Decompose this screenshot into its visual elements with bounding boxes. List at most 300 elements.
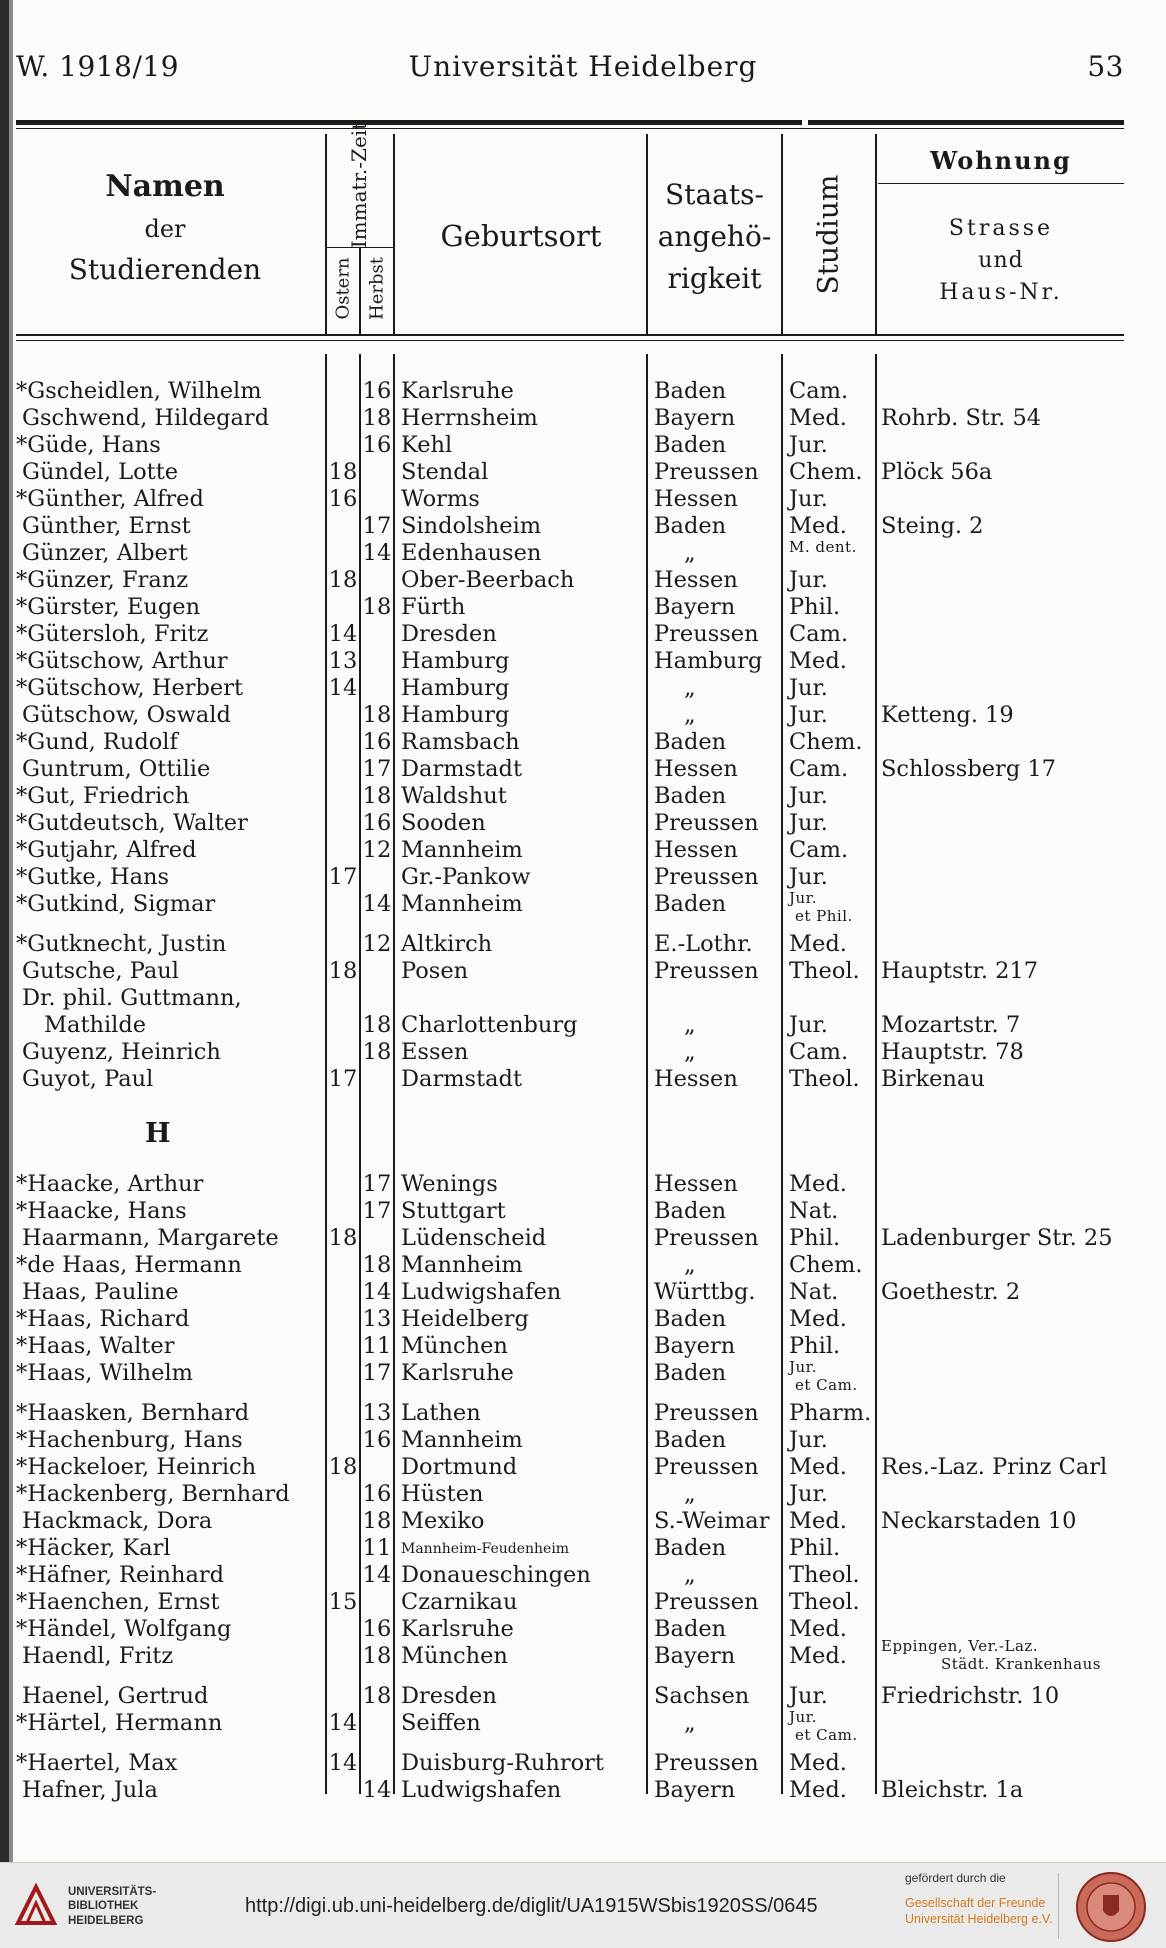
cell-staat: Hamburg (654, 648, 763, 674)
cell-studium: Med. (789, 1643, 847, 1669)
cell-name: *Häcker, Karl (16, 1535, 171, 1561)
cell-ort: Hamburg (401, 675, 510, 701)
cell-staat: Baden (654, 1535, 727, 1561)
cell-staat: Preussen (654, 1750, 759, 1776)
cell-studium: Med. (789, 405, 847, 431)
col-header-strasse-2: und (978, 247, 1024, 273)
cell-studium: Jur. (789, 1012, 828, 1038)
cell-name: Guntrum, Ottilie (22, 756, 211, 782)
cell-herbst: 16 (362, 1616, 392, 1642)
cell-wohnung: Friedrichstr. 10 (881, 1683, 1060, 1709)
cell-staat: Baden (654, 729, 727, 755)
body-divider-herbst (393, 354, 395, 1794)
cell-staat: Baden (654, 1306, 727, 1332)
cell-name: *Hackenberg, Bernhard (16, 1481, 290, 1507)
cell-ort: Charlottenburg (401, 1012, 578, 1038)
cell-studium-continued: et Cam. (795, 1376, 858, 1394)
cell-wohnung: Goethestr. 2 (881, 1279, 1021, 1305)
cell-herbst: 14 (362, 540, 392, 566)
library-name-2: BIBLIOTHEK (68, 1900, 139, 1913)
cell-staat: Preussen (654, 1225, 759, 1251)
col-header-wohnung: Wohnung (930, 146, 1072, 175)
cell-studium: Phil. (789, 1225, 841, 1251)
cell-staat: Preussen (654, 621, 759, 647)
cell-herbst: 14 (362, 891, 392, 917)
cell-wohnung: Ketteng. 19 (881, 702, 1014, 728)
cell-studium: Chem. (789, 1252, 863, 1278)
cell-ort: Ludwigshafen (401, 1777, 562, 1803)
cell-staat: Sachsen (654, 1683, 750, 1709)
cell-ort: Mannheim (401, 1427, 523, 1453)
cell-ort: Sindolsheim (401, 513, 542, 539)
col-header-strasse-1: Strasse (948, 216, 1054, 241)
cell-studium: Pharm. (789, 1400, 872, 1426)
cell-herbst: 11 (362, 1333, 392, 1359)
cell-ostern: 18 (328, 958, 358, 984)
col-divider-name (325, 134, 327, 334)
cell-studium-continued: et Cam. (795, 1726, 858, 1744)
col-header-namen-3: Studierenden (68, 252, 262, 286)
cell-ostern: 13 (328, 648, 358, 674)
cell-staat: Baden (654, 432, 727, 458)
cell-ort: Dresden (401, 621, 497, 647)
cell-staat: „ (684, 675, 696, 701)
cell-herbst: 14 (362, 1562, 392, 1588)
cell-name: *Haertel, Max (16, 1750, 178, 1776)
cell-herbst: 18 (362, 594, 392, 620)
col-divider-ostern (359, 247, 361, 334)
cell-name: *Gutkind, Sigmar (16, 891, 216, 917)
cell-studium: Jur. (789, 810, 828, 836)
cell-name: *Härtel, Hermann (16, 1710, 223, 1736)
cell-studium: Jur. (789, 1427, 828, 1453)
cell-studium-continued: et Phil. (795, 907, 853, 925)
cell-herbst: 12 (362, 931, 392, 957)
cell-herbst: 17 (362, 1360, 392, 1386)
cell-ostern: 18 (328, 459, 358, 485)
cell-herbst: 14 (362, 1279, 392, 1305)
cell-studium: Jur. (789, 1358, 817, 1376)
cell-herbst: 16 (362, 1481, 392, 1507)
cell-ostern: 18 (328, 1454, 358, 1480)
cell-herbst: 18 (362, 702, 392, 728)
cell-wohnung: Neckarstaden 10 (881, 1508, 1077, 1534)
cell-ort: Seiffen (401, 1710, 481, 1736)
col-header-namen-2: der (144, 214, 186, 243)
cell-name: Haenel, Gertrud (22, 1683, 209, 1709)
cell-name: *de Haas, Hermann (16, 1252, 242, 1278)
sponsor-organization-1: Gesellschaft der Freunde (905, 1896, 1046, 1910)
cell-staat: Baden (654, 891, 727, 917)
cell-herbst: 17 (362, 1171, 392, 1197)
body-divider-staat (781, 354, 783, 1794)
body-divider-studium (875, 354, 877, 1794)
cell-studium: Nat. (789, 1279, 839, 1305)
cell-staat: Bayern (654, 1333, 736, 1359)
library-name (68, 1885, 156, 1928)
cell-herbst: 12 (362, 837, 392, 863)
cell-ort: Lathen (401, 1400, 481, 1426)
cell-studium: Cam. (789, 1039, 849, 1065)
cell-herbst: 18 (362, 1252, 392, 1278)
cell-ort: Darmstadt (401, 1066, 522, 1092)
cell-name: Günzer, Albert (22, 540, 188, 566)
cell-staat: Preussen (654, 1400, 759, 1426)
cell-ort: Stendal (401, 459, 489, 485)
cell-staat: „ (684, 540, 696, 566)
cell-studium: Med. (789, 513, 847, 539)
cell-ort: München (401, 1643, 508, 1669)
top-rule-left (16, 120, 802, 125)
cell-studium: Jur. (789, 432, 828, 458)
cell-studium: Jur. (789, 864, 828, 890)
cell-ostern: 15 (328, 1589, 358, 1615)
cell-name: Dr. phil. Guttmann, (22, 985, 242, 1011)
cell-studium: Theol. (789, 1562, 860, 1588)
cell-staat: Bayern (654, 594, 736, 620)
cell-staat: „ (684, 1012, 696, 1038)
cell-staat: Baden (654, 1427, 727, 1453)
cell-studium: Jur. (789, 702, 828, 728)
cell-staat: Hessen (654, 756, 738, 782)
cell-staat: „ (684, 1039, 696, 1065)
cell-ort: Mannheim (401, 1252, 523, 1278)
cell-studium: Med. (789, 1454, 847, 1480)
cell-ort: Herrnsheim (401, 405, 538, 431)
cell-studium: M. dent. (789, 538, 857, 556)
cell-staat: Bayern (654, 405, 736, 431)
cell-wohnung: Eppingen, Ver.-Laz. (881, 1637, 1039, 1655)
cell-herbst: 18 (362, 1683, 392, 1709)
cell-name: *Gütersloh, Fritz (16, 621, 209, 647)
col-header-strasse-3: Haus-Nr. (939, 279, 1063, 305)
cell-name: *Haasken, Bernhard (16, 1400, 250, 1426)
cell-studium: Chem. (789, 459, 863, 485)
cell-ort: Lüdenscheid (401, 1225, 547, 1251)
cell-staat: Württbg. (654, 1279, 756, 1305)
cell-name: Hafner, Jula (22, 1777, 158, 1803)
cell-staat: Bayern (654, 1643, 736, 1669)
cell-wohnung: Hauptstr. 217 (881, 958, 1039, 984)
cell-staat: Bayern (654, 1777, 736, 1803)
col-header-ostern: Ostern (332, 257, 354, 320)
cell-ostern: 14 (328, 1710, 358, 1736)
cell-name: Gütschow, Oswald (22, 702, 231, 728)
cell-ort: Dortmund (401, 1454, 518, 1480)
cell-ort: Mexiko (401, 1508, 485, 1534)
cell-studium: Jur. (789, 1481, 828, 1507)
cell-name: *Gutknecht, Justin (16, 931, 227, 957)
cell-ort: Czarnikau (401, 1589, 518, 1615)
cell-herbst: 18 (362, 1508, 392, 1534)
cell-studium: Med. (789, 648, 847, 674)
cell-studium: Theol. (789, 958, 860, 984)
cell-staat: Baden (654, 1198, 727, 1224)
cell-ort: Dresden (401, 1683, 497, 1709)
cell-ort: Edenhausen (401, 540, 542, 566)
col-header-studium: Studium (811, 174, 845, 295)
cell-studium: Phil. (789, 1333, 841, 1359)
cell-ort: Hamburg (401, 702, 510, 728)
footer-separator (1058, 1873, 1059, 1939)
cell-herbst: 13 (362, 1400, 392, 1426)
col-divider-staat (781, 134, 783, 334)
cell-name: *Güde, Hans (16, 432, 161, 458)
cell-name: *Haas, Wilhelm (16, 1360, 194, 1386)
cell-name: *Haacke, Hans (16, 1198, 187, 1224)
cell-ostern: 18 (328, 1225, 358, 1251)
cell-ort: Darmstadt (401, 756, 522, 782)
cell-name: *Gütschow, Arthur (16, 648, 228, 674)
header-bottom-rule-thin (16, 340, 1124, 341)
cell-staat: Preussen (654, 1454, 759, 1480)
cell-studium: Med. (789, 931, 847, 957)
cell-staat: „ (684, 1252, 696, 1278)
cell-herbst: 18 (362, 1643, 392, 1669)
col-header-strasse (878, 213, 1124, 309)
cell-name: *Gutdeutsch, Walter (16, 810, 248, 836)
header-semester: W. 1918/19 (16, 50, 180, 83)
cell-ort: Essen (401, 1039, 469, 1065)
cell-herbst: 13 (362, 1306, 392, 1332)
cell-staat: „ (684, 1710, 696, 1736)
cell-ort: Gr.-Pankow (401, 864, 531, 890)
cell-wohnung: Res.-Laz. Prinz Carl (881, 1454, 1108, 1480)
section-letter-h: H (145, 1118, 171, 1149)
cell-wohnung: Rohrb. Str. 54 (881, 405, 1042, 431)
cell-staat: Baden (654, 513, 727, 539)
cell-ort: Heidelberg (401, 1306, 529, 1332)
cell-name: Haendl, Fritz (22, 1643, 174, 1669)
book-spine-shadow (9, 0, 13, 1862)
cell-studium: Theol. (789, 1589, 860, 1615)
cell-name: Guyenz, Heinrich (22, 1039, 221, 1065)
col-header-geburtsort: Geburtsort (440, 219, 602, 253)
cell-studium: Jur. (789, 1683, 828, 1709)
cell-herbst: 17 (362, 756, 392, 782)
cell-staat: S.-Weimar (654, 1508, 770, 1534)
wohnung-rule (878, 183, 1124, 184)
cell-ort: Waldshut (401, 783, 507, 809)
cell-wohnung: Ladenburger Str. 25 (881, 1225, 1113, 1251)
library-name-3: HEIDELBERG (68, 1914, 144, 1927)
cell-wohnung: Birkenau (881, 1066, 985, 1092)
cell-herbst: 14 (362, 1777, 392, 1803)
cell-studium: Jur. (789, 783, 828, 809)
cell-ort: Ober-Beerbach (401, 567, 575, 593)
cell-name: *Haas, Walter (16, 1333, 175, 1359)
cell-name: *Gund, Rudolf (16, 729, 178, 755)
cell-name: Gündel, Lotte (22, 459, 179, 485)
cell-name: Gschwend, Hildegard (22, 405, 270, 431)
col-header-staats-2: angehö- (657, 220, 772, 253)
cell-wohnung: Hauptstr. 78 (881, 1039, 1024, 1065)
cell-name: Haas, Pauline (22, 1279, 179, 1305)
cell-ort: Mannheim (401, 837, 523, 863)
cell-ort: Sooden (401, 810, 486, 836)
cell-staat: „ (684, 702, 696, 728)
cell-staat: Baden (654, 1616, 727, 1642)
cell-studium: Chem. (789, 729, 863, 755)
cell-staat: Hessen (654, 837, 738, 863)
cell-studium: Cam. (789, 756, 849, 782)
sponsor-organization-2: Universität Heidelberg e.V. (905, 1912, 1053, 1927)
cell-ort: München (401, 1333, 508, 1359)
cell-staat: Preussen (654, 864, 759, 890)
cell-name: Haarmann, Margarete (22, 1225, 279, 1251)
cell-staat: Hessen (654, 1066, 738, 1092)
cell-studium: Med. (789, 1616, 847, 1642)
cell-studium: Med. (789, 1750, 847, 1776)
cell-studium: Cam. (789, 837, 849, 863)
cell-ort: Donaueschingen (401, 1562, 591, 1588)
cell-herbst: 11 (362, 1535, 392, 1561)
cell-studium: Jur. (789, 486, 828, 512)
cell-name: *Gütschow, Herbert (16, 675, 244, 701)
cell-ostern: 17 (328, 864, 358, 890)
cell-ostern: 14 (328, 621, 358, 647)
cell-staat: Hessen (654, 567, 738, 593)
sponsor-organization (905, 1895, 1053, 1928)
cell-studium: Jur. (789, 889, 817, 907)
cell-ostern: 17 (328, 1066, 358, 1092)
cell-studium: Med. (789, 1171, 847, 1197)
cell-wohnung: Steing. 2 (881, 513, 984, 539)
cell-ostern: 14 (328, 675, 358, 701)
library-logo-icon (14, 1883, 58, 1927)
cell-staat: Preussen (654, 810, 759, 836)
library-name-1: UNIVERSITÄTS- (68, 1886, 157, 1898)
cell-name: *Hackeloer, Heinrich (16, 1454, 257, 1480)
cell-ort: Hüsten (401, 1481, 484, 1507)
cell-name: Günther, Ernst (22, 513, 191, 539)
top-rule-right (808, 120, 1124, 125)
cell-name: *Gut, Friedrich (16, 783, 190, 809)
cell-studium: Jur. (789, 567, 828, 593)
cell-staat: Hessen (654, 1171, 738, 1197)
cell-name: *Gutke, Hans (16, 864, 170, 890)
cell-staat: Preussen (654, 958, 759, 984)
cell-studium: Nat. (789, 1198, 839, 1224)
cell-staat: Preussen (654, 1589, 759, 1615)
book-spine-edge (0, 0, 9, 1862)
cell-name: *Günther, Alfred (16, 486, 204, 512)
cell-name: *Haacke, Arthur (16, 1171, 204, 1197)
cell-ort: Posen (401, 958, 469, 984)
header-page-number: 53 (1087, 50, 1124, 83)
cell-ort: Wenings (401, 1171, 498, 1197)
cell-studium: Phil. (789, 1535, 841, 1561)
cell-ort: Altkirch (401, 931, 493, 957)
cell-name: Guyot, Paul (22, 1066, 154, 1092)
cell-ort: Ludwigshafen (401, 1279, 562, 1305)
cell-wohnung: Bleichstr. 1a (881, 1777, 1024, 1803)
col-header-immatr: Immatr.-Zeit (347, 121, 371, 249)
cell-herbst: 16 (362, 810, 392, 836)
header-title: Universität Heidelberg (408, 50, 758, 83)
cell-ostern: 16 (328, 486, 358, 512)
cell-herbst: 16 (362, 378, 392, 404)
cell-staat: Hessen (654, 486, 738, 512)
cell-studium: Jur. (789, 1708, 817, 1726)
col-header-namen (40, 168, 290, 287)
cell-ort: Hamburg (401, 648, 510, 674)
cell-ort: Fürth (401, 594, 466, 620)
sponsor-label: gefördert durch die (905, 1871, 1006, 1885)
cell-herbst: 16 (362, 432, 392, 458)
cell-name: *Gutjahr, Alfred (16, 837, 197, 863)
col-header-staats (648, 174, 781, 300)
cell-herbst: 17 (362, 1198, 392, 1224)
cell-studium: Cam. (789, 621, 849, 647)
cell-ostern: 18 (328, 567, 358, 593)
cell-herbst: 18 (362, 783, 392, 809)
cell-name: Gutsche, Paul (22, 958, 179, 984)
cell-name: *Günzer, Franz (16, 567, 189, 593)
cell-name: Hackmack, Dora (22, 1508, 213, 1534)
cell-name: *Gscheidlen, Wilhelm (16, 378, 262, 404)
cell-name: *Häfner, Reinhard (16, 1562, 225, 1588)
cell-herbst: 18 (362, 405, 392, 431)
cell-staat: „ (684, 1562, 696, 1588)
cell-ort: Stuttgart (401, 1198, 506, 1224)
cell-name: *Haenchen, Ernst (16, 1589, 220, 1615)
cell-name: *Gürster, Eugen (16, 594, 201, 620)
cell-name: *Händel, Wolfgang (16, 1616, 232, 1642)
cell-ort: Karlsruhe (401, 378, 514, 404)
col-divider-studium (875, 134, 877, 334)
digital-source-url[interactable]: http://digi.ub.uni-heidelberg.de/diglit/UA1915WSbis1920SS/0645 (245, 1895, 818, 1917)
top-rule-thin (16, 128, 1124, 129)
cell-ort: Mannheim-Feudenheim (401, 1541, 570, 1557)
cell-name: *Haas, Richard (16, 1306, 190, 1332)
cell-staat: Baden (654, 1360, 727, 1386)
cell-herbst: 16 (362, 1427, 392, 1453)
cell-ort: Kehl (401, 432, 453, 458)
cell-herbst: 18 (362, 1012, 392, 1038)
col-header-staats-1: Staats- (665, 178, 764, 211)
cell-studium: Theol. (789, 1066, 860, 1092)
cell-herbst: 17 (362, 513, 392, 539)
cell-wohnung: Mozartstr. 7 (881, 1012, 1021, 1038)
cell-studium: Jur. (789, 675, 828, 701)
cell-wohnung: Schlossberg 17 (881, 756, 1057, 782)
cell-wohnung-continued: Städt. Krankenhaus (941, 1655, 1101, 1673)
university-seal-icon (1075, 1871, 1147, 1943)
cell-studium: Med. (789, 1777, 847, 1803)
cell-ort: Duisburg-Ruhrort (401, 1750, 604, 1776)
header-bottom-rule (16, 334, 1124, 336)
cell-studium: Cam. (789, 378, 849, 404)
cell-studium: Med. (789, 1306, 847, 1332)
body-divider-geburtsort (646, 354, 648, 1794)
cell-name: *Hachenburg, Hans (16, 1427, 243, 1453)
col-header-namen-1: Namen (105, 169, 225, 204)
cell-staat: Preussen (654, 459, 759, 485)
cell-ort: Ramsbach (401, 729, 520, 755)
cell-herbst: 16 (362, 729, 392, 755)
cell-herbst: 18 (362, 1039, 392, 1065)
col-divider-herbst (393, 134, 395, 334)
cell-staat: Baden (654, 783, 727, 809)
cell-staat: E.-Lothr. (654, 931, 753, 957)
cell-ort: Worms (401, 486, 480, 512)
col-header-herbst: Herbst (366, 257, 388, 320)
cell-ort: Karlsruhe (401, 1616, 514, 1642)
cell-ort: Mannheim (401, 891, 523, 917)
cell-ostern: 14 (328, 1750, 358, 1776)
cell-wohnung: Plöck 56a (881, 459, 993, 485)
